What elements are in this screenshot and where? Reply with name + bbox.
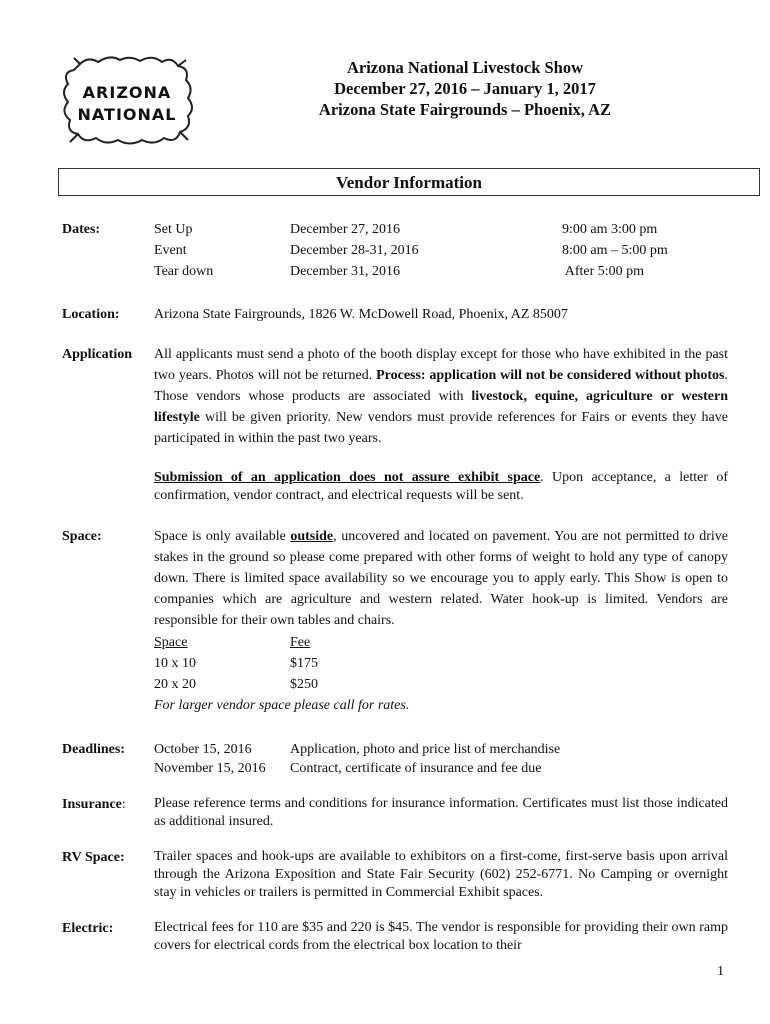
application-text: . Those vendors whose products are associated with (154, 368, 729, 404)
logo-line2: NATIONAL (77, 105, 177, 124)
space-row-fee: $250 (290, 677, 318, 692)
deadline-date: November 15, 2016 (154, 761, 266, 776)
dates-row-name: Event (154, 243, 187, 258)
insurance-label (62, 794, 126, 815)
rv-space-text: Trailer spaces and hook-ups are available to exhibitors on a first-come, first-serve basis upon arrival through the Arizona Exposition and State Fair Security (602) 252-6771. No Camping or overnight stay in vehicles or trailers is permitted in Commercial Exhibit spaces. (154, 849, 728, 900)
space-col-space: Space (154, 635, 188, 650)
deadline-item: Contract, certificate of insurance and fee due (290, 761, 542, 776)
hide-shape-icon (58, 52, 196, 148)
application-submission-paragraph (154, 469, 728, 505)
insurance-label-colon: : (121, 797, 126, 812)
header-title: Arizona National Livestock Show (346, 58, 584, 77)
header-venue: Arizona State Fairgrounds – Phoenix, AZ (318, 100, 612, 119)
electric-label: Electric: (62, 921, 114, 936)
rv-space-label: RV Space: (62, 850, 125, 865)
deadlines-label: Deadlines: (62, 742, 125, 757)
insurance-text: Please reference terms and conditions for insurance information. Certificates must list those indicated as additional insured. (154, 796, 728, 829)
space-outside: outside (290, 529, 334, 544)
header-dates: December 27, 2016 – January 1, 2017 (334, 79, 596, 98)
space-col-fee: Fee (290, 635, 311, 650)
space-row-fee: $175 (290, 656, 318, 671)
dates-row-name: Set Up (154, 222, 193, 237)
dates-row-time: After 5:00 pm (562, 264, 645, 279)
space-label: Space: (62, 529, 102, 544)
section-title: Vendor Information (58, 168, 760, 196)
application-text: . Upon acceptance, a letter of confirmation, vendor contract, and electrical requests will be sent. (154, 470, 728, 503)
dates-label: Dates: (62, 222, 101, 237)
space-note: For larger vendor space please call for rates. (154, 698, 410, 713)
location-label: Location: (62, 307, 120, 322)
application-text: All applicants must send a photo of the booth display except for those who have exhibited in the past two years. Photos will not be returned. (154, 347, 728, 383)
space-text: Space is only available (154, 529, 291, 544)
deadline-date: October 15, 2016 (154, 742, 252, 757)
application-bold-process: Process: application will not be considered without photos (376, 368, 725, 383)
dates-row-time: 9:00 am 3:00 pm (562, 222, 658, 237)
application-bold-priority: livestock, equine, agriculture or western lifestyle (154, 389, 728, 425)
dates-row-name: Tear down (154, 264, 214, 279)
dates-row-date: December 28-31, 2016 (290, 243, 419, 258)
space-row-size: 20 x 20 (154, 677, 196, 692)
deadline-item: Application, photo and price list of merchandise (290, 742, 561, 757)
application-submission-notice: Submission of an application does not assure exhibit space (154, 470, 541, 485)
application-text: will be given priority. New vendors must provide references for Fairs or events they have participated in within the past two years. (154, 410, 728, 446)
page-number: 1 (717, 964, 724, 979)
application-paragraph (154, 344, 728, 449)
insurance-label-text: Insurance (62, 797, 122, 812)
space-paragraph (154, 526, 728, 631)
dates-row-date: December 27, 2016 (290, 222, 401, 237)
electric-text: Electrical fees for 110 are $35 and 220 is $45. The vendor is responsible for providing their own ramp covers for electrical cords from the electrical box location to their (154, 920, 728, 953)
space-text: , uncovered and located on pavement. You are not permitted to drive stakes in the ground so please come prepared with other forms of weight to hold any type of canopy down. There is limited space availability so we encourage you to apply early. This Show is open to companies which are agriculture and western related. Water hook-up is limited. Vendors are responsible for their own tables and chairs. (154, 529, 728, 628)
location-text: Arizona State Fairgrounds, 1826 W. McDowell Road, Phoenix, AZ 85007 (154, 307, 568, 322)
dates-row-date: December 31, 2016 (290, 264, 401, 279)
space-row-size: 10 x 10 (154, 656, 196, 671)
application-label: Application (62, 347, 133, 362)
logo-line1: ARIZONA (82, 83, 172, 102)
arizona-national-logo (58, 52, 196, 148)
dates-row-time: 8:00 am – 5:00 pm (562, 243, 668, 258)
